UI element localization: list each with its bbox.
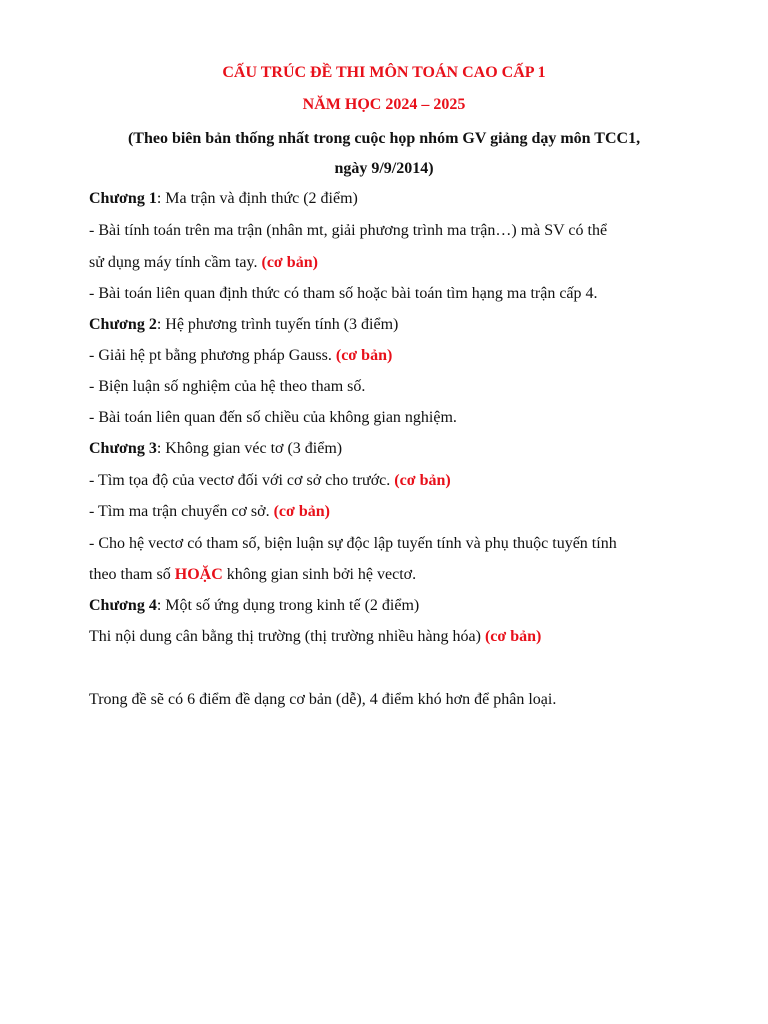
document-subtitle-line1: (Theo biên bản thống nhất trong cuộc họp nhóm GV giảng dạy môn TCC1, — [127, 130, 641, 147]
chapter3-item1 — [89, 472, 451, 490]
chapter4-item1 — [89, 628, 541, 646]
chapter3-item3-line1: - Cho hệ vectơ có tham số, biện luận sự độc lập tuyến tính và phụ thuộc tuyến tính — [89, 535, 617, 552]
chapter2-label: Chương 2 — [89, 316, 157, 333]
chapter3-item2-text: - Tìm ma trận chuyển cơ sở. — [89, 503, 274, 520]
basic-tag: (cơ bản) — [484, 628, 542, 645]
chapter4-item1-text: Thi nội dung cân bằng thị trường (thị trường nhiều hàng hóa) — [89, 628, 485, 645]
chapter2-title: : Hệ phương trình tuyến tính (3 điểm) — [156, 316, 399, 333]
chapter2-item1-text: - Giải hệ pt bằng phương pháp Gauss. — [89, 347, 336, 364]
chapter2-heading — [89, 316, 398, 334]
chapter4-heading — [89, 597, 419, 615]
chapter1-item1-line2 — [89, 254, 318, 272]
or-emphasis: HOẶC — [174, 566, 223, 583]
chapter1-label: Chương 1 — [89, 190, 157, 207]
chapter3-item3-text-a: theo tham số — [89, 566, 175, 583]
chapter3-heading — [89, 440, 342, 458]
basic-tag: (cơ bản) — [335, 347, 393, 364]
chapter1-item2: - Bài toán liên quan định thức có tham số hoặc bài toán tìm hạng ma trận cấp 4. — [89, 285, 598, 302]
basic-tag: (cơ bản) — [273, 503, 330, 520]
chapter2-item1 — [89, 347, 392, 365]
chapter3-item1-text: - Tìm tọa độ của vectơ đối với cơ sở cho trước. — [89, 472, 395, 489]
chapter3-item3-text-b: không gian sinh bởi hệ vectơ. — [222, 566, 417, 583]
chapter4-label: Chương 4 — [89, 597, 157, 614]
school-year: NĂM HỌC 2024 – 2025 — [302, 96, 466, 113]
chapter2-item2: - Biện luận số nghiệm của hệ theo tham số. — [89, 378, 366, 395]
chapter3-title: : Không gian véc tơ (3 điểm) — [156, 440, 343, 457]
chapter1-item1-line1: - Bài tính toán trên ma trận (nhân mt, giải phương trình ma trận…) mà SV có thể — [89, 222, 608, 239]
basic-tag: (cơ bản) — [394, 472, 451, 489]
chapter3-item2 — [89, 503, 330, 521]
chapter1-heading — [89, 190, 358, 208]
chapter3-item3-line2 — [89, 566, 416, 584]
chapter4-title: : Một số ứng dụng trong kinh tế (2 điểm) — [156, 597, 420, 614]
chapter1-item1-text: sử dụng máy tính cầm tay. — [89, 254, 262, 271]
document-title: CẤU TRÚC ĐỀ THI MÔN TOÁN CAO CẤP 1 — [222, 64, 546, 81]
chapter3-label: Chương 3 — [89, 440, 157, 457]
document-subtitle-line2: ngày 9/9/2014) — [334, 160, 434, 177]
chapter1-title: : Ma trận và định thức (2 điểm) — [156, 190, 358, 207]
summary-text: Trong đề sẽ có 6 điểm đề dạng cơ bản (dễ), 4 điểm khó hơn để phân loại. — [89, 691, 557, 708]
chapter2-item3: - Bài toán liên quan đến số chiều của không gian nghiệm. — [89, 409, 457, 426]
basic-tag: (cơ bản) — [261, 254, 318, 271]
